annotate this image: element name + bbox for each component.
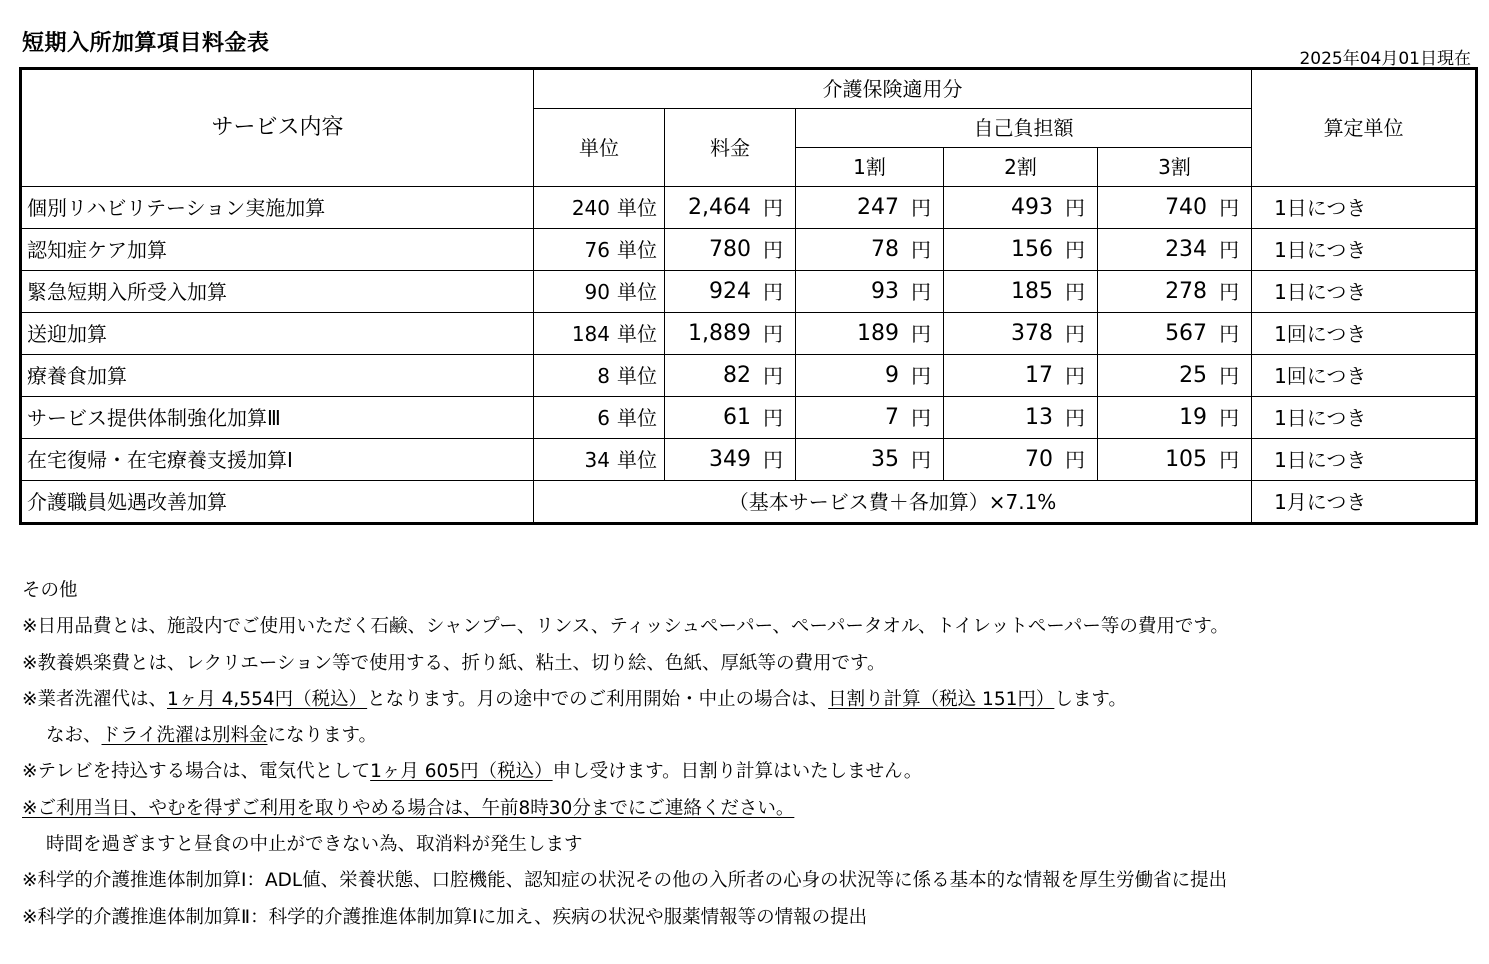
note-text: ※業者洗濯代は、 xyxy=(22,688,168,710)
note-dry-cleaning-extra: ドライ洗濯は別料金 xyxy=(101,725,268,747)
table-row xyxy=(21,271,1477,313)
row-fee xyxy=(665,397,796,439)
note-tv-price: 1ヶ月 605円（税込） xyxy=(370,761,553,783)
row-copay-2 xyxy=(944,355,1098,397)
table-body xyxy=(21,187,1477,481)
row-copay-1-value: 93 xyxy=(871,278,899,304)
row-copay-3-value: 25 xyxy=(1179,362,1208,388)
note-laundry-daily: 日割り計算（税込 151円） xyxy=(828,688,1055,710)
row-service: 療養食加算 xyxy=(21,355,534,397)
note-dry-cleaning xyxy=(22,723,1229,759)
row-units-value: 240 xyxy=(571,195,610,220)
row-basis: 1月につき xyxy=(1252,481,1477,524)
row-copay-1 xyxy=(796,313,944,355)
page-title: 短期入所加算項目料金表 xyxy=(22,31,270,56)
row-copay-3 xyxy=(1098,313,1252,355)
row-copay-1-value: 7 xyxy=(885,404,899,430)
row-fee-value: 924 xyxy=(709,278,751,304)
row-copay-3-value: 278 xyxy=(1165,278,1208,304)
note-text: 申し受けます。日割り計算はいたしません。 xyxy=(552,761,923,783)
row-copay-2 xyxy=(944,187,1098,229)
row-fee-unit: 円 xyxy=(763,405,783,430)
row-units-unit: 単位 xyxy=(617,447,657,472)
row-basis: 1回につき xyxy=(1252,355,1477,397)
row-units-unit: 単位 xyxy=(617,321,657,346)
header-copay-3: 3割 xyxy=(1098,148,1252,187)
row-units xyxy=(534,229,665,271)
row-copay-3-value: 234 xyxy=(1165,236,1208,262)
row-copay-2-unit: 円 xyxy=(1065,237,1085,262)
row-copay-2-value: 17 xyxy=(1025,362,1053,388)
notes-heading: その他 xyxy=(22,580,78,601)
row-fee-value: 1,889 xyxy=(688,320,751,346)
row-copay-3-value: 19 xyxy=(1179,404,1208,430)
note-text: ※テレビを持込する場合は、電気代として xyxy=(22,761,371,783)
row-copay-2 xyxy=(944,439,1098,481)
row-basis: 1日につき xyxy=(1252,271,1477,313)
row-copay-3-value: 740 xyxy=(1165,194,1208,220)
row-copay-3 xyxy=(1098,229,1252,271)
note-science-care-2: ※科学的介護推進体制加算Ⅱ：科学的介護推進体制加算Ⅰに加え、疾病の状況や服薬情報等の情報の提出 xyxy=(22,906,868,928)
row-units xyxy=(534,187,665,229)
row-units-value: 76 xyxy=(584,237,610,262)
row-units-unit: 単位 xyxy=(617,405,657,430)
row-copay-1-unit: 円 xyxy=(911,195,931,220)
header-basis: 算定単位 xyxy=(1252,69,1477,187)
note-recreation: ※教養娯楽費とは、レクリエーション等で使用する、折り紙、粘土、切り絵、色紙、厚紙等の費用です。 xyxy=(22,652,886,674)
row-copay-2 xyxy=(944,271,1098,313)
row-service: 在宅復帰・在宅療養支援加算Ⅰ xyxy=(21,439,534,481)
row-service: サービス提供体制強化加算Ⅲ xyxy=(21,397,534,439)
note-daily-goods: ※日用品費とは、施設内でご使用いただく石鹸、シャンプー、リンス、ティッシュペーパー、ペーパータオル、トイレットペーパー等の費用です。 xyxy=(22,616,1229,638)
row-fee-unit: 円 xyxy=(763,195,783,220)
row-basis: 1日につき xyxy=(1252,187,1477,229)
row-copay-1 xyxy=(796,439,944,481)
row-units-unit: 単位 xyxy=(617,363,657,388)
note-text: になります。 xyxy=(267,725,377,747)
row-copay-1 xyxy=(796,271,944,313)
row-copay-1-value: 247 xyxy=(857,194,899,220)
row-units xyxy=(534,313,665,355)
row-copay-3 xyxy=(1098,397,1252,439)
fee-table xyxy=(19,67,1478,525)
row-units-value: 8 xyxy=(597,363,610,388)
row-basis: 1日につき xyxy=(1252,397,1477,439)
row-units-unit: 単位 xyxy=(617,237,657,262)
row-copay-2 xyxy=(944,397,1098,439)
row-copay-3 xyxy=(1098,439,1252,481)
table-row xyxy=(21,355,1477,397)
header-copay-1: 1割 xyxy=(796,148,944,187)
table-row xyxy=(21,187,1477,229)
note-laundry-price: 1ヶ月 4,554円（税込） xyxy=(167,688,368,710)
row-copay-1-unit: 円 xyxy=(911,405,931,430)
row-copay-1-value: 78 xyxy=(871,236,899,262)
row-copay-1-unit: 円 xyxy=(911,237,931,262)
table-row xyxy=(21,229,1477,271)
row-copay-1 xyxy=(796,397,944,439)
row-copay-3-unit: 円 xyxy=(1219,279,1240,304)
row-basis: 1日につき xyxy=(1252,439,1477,481)
note-text: なお、 xyxy=(46,725,102,747)
row-copay-1-unit: 円 xyxy=(911,279,931,304)
row-fee-value: 82 xyxy=(723,362,751,388)
row-copay-3 xyxy=(1098,271,1252,313)
row-copay-3-unit: 円 xyxy=(1219,321,1240,346)
row-fee-unit: 円 xyxy=(763,279,783,304)
header-copay-group: 自己負担額 xyxy=(796,109,1252,148)
row-copay-2-value: 185 xyxy=(1011,278,1053,304)
note-cancellation: ※ご利用当日、やむを得ずご利用を取りやめる場合は、午前8時30分までにご連絡ください。 xyxy=(22,797,795,819)
row-fee-value: 2,464 xyxy=(688,194,751,220)
row-copay-2-value: 378 xyxy=(1011,320,1053,346)
row-formula: （基本サービス費＋各加算）×7.1% xyxy=(534,481,1252,524)
row-copay-1-unit: 円 xyxy=(911,363,931,388)
note-cancellation-fee: 時間を過ぎますと昼食の中止ができない為、取消料が発生します xyxy=(46,834,583,856)
row-service: 介護職員処遇改善加算 xyxy=(21,481,534,524)
note-laundry xyxy=(22,687,1229,723)
row-fee xyxy=(665,439,796,481)
as-of-date: 2025年04月01日現在 xyxy=(1299,49,1471,69)
row-copay-3 xyxy=(1098,187,1252,229)
row-units-value: 6 xyxy=(597,405,610,430)
row-fee xyxy=(665,187,796,229)
row-units-value: 34 xyxy=(584,447,610,472)
row-copay-3-value: 105 xyxy=(1165,446,1208,472)
header-insurance-group: 介護保険適用分 xyxy=(534,69,1252,109)
note-text: となります。月の途中でのご利用開始・中止の場合は、 xyxy=(367,688,829,710)
row-fee xyxy=(665,313,796,355)
row-units-value: 184 xyxy=(571,321,610,346)
row-copay-2-unit: 円 xyxy=(1065,321,1085,346)
row-fee-unit: 円 xyxy=(763,321,783,346)
row-copay-1-value: 189 xyxy=(857,320,899,346)
row-service: 個別リハビリテーション実施加算 xyxy=(21,187,534,229)
row-units-value: 90 xyxy=(584,279,610,304)
row-copay-1-value: 35 xyxy=(871,446,899,472)
header-units: 単位 xyxy=(534,109,665,187)
row-basis: 1回につき xyxy=(1252,313,1477,355)
table-row xyxy=(21,313,1477,355)
row-copay-3 xyxy=(1098,355,1252,397)
row-copay-1-unit: 円 xyxy=(911,447,931,472)
row-copay-2-unit: 円 xyxy=(1065,279,1085,304)
row-copay-2-unit: 円 xyxy=(1065,447,1085,472)
header-service: サービス内容 xyxy=(21,69,534,187)
row-copay-1 xyxy=(796,187,944,229)
row-units xyxy=(534,397,665,439)
notes-section xyxy=(22,578,1229,941)
row-copay-2-value: 70 xyxy=(1025,446,1053,472)
row-service: 送迎加算 xyxy=(21,313,534,355)
row-copay-2-unit: 円 xyxy=(1065,405,1085,430)
row-copay-2-value: 156 xyxy=(1011,236,1053,262)
row-units xyxy=(534,355,665,397)
row-units xyxy=(534,271,665,313)
row-copay-2 xyxy=(944,229,1098,271)
note-science-care-1: ※科学的介護推進体制加算Ⅰ：ADL値、栄養状態、口腔機能、認知症の状況その他の入所者の心身の状況等に係る基本的な情報を厚生労働省に提出 xyxy=(22,870,1228,892)
row-copay-1-unit: 円 xyxy=(911,321,931,346)
row-copay-3-unit: 円 xyxy=(1219,363,1240,388)
row-copay-2-unit: 円 xyxy=(1065,195,1085,220)
row-copay-2-value: 13 xyxy=(1025,404,1053,430)
row-copay-1-value: 9 xyxy=(885,362,899,388)
header-copay-2: 2割 xyxy=(944,148,1098,187)
row-service: 緊急短期入所受入加算 xyxy=(21,271,534,313)
row-copay-3-unit: 円 xyxy=(1219,405,1240,430)
row-fee xyxy=(665,229,796,271)
row-copay-1 xyxy=(796,355,944,397)
row-units-unit: 単位 xyxy=(617,279,657,304)
row-copay-2-unit: 円 xyxy=(1065,363,1085,388)
row-copay-2 xyxy=(944,313,1098,355)
row-units-unit: 単位 xyxy=(617,195,657,220)
note-text: します。 xyxy=(1054,688,1127,710)
row-copay-1 xyxy=(796,229,944,271)
row-basis: 1日につき xyxy=(1252,229,1477,271)
table-row xyxy=(21,439,1477,481)
row-copay-3-unit: 円 xyxy=(1219,237,1240,262)
row-fee-unit: 円 xyxy=(763,237,783,262)
row-copay-3-unit: 円 xyxy=(1219,195,1240,220)
table-row-last xyxy=(21,481,1477,524)
row-fee-unit: 円 xyxy=(763,447,783,472)
table-row xyxy=(21,397,1477,439)
row-copay-2-value: 493 xyxy=(1011,194,1053,220)
row-fee xyxy=(665,271,796,313)
row-units xyxy=(534,439,665,481)
row-fee-value: 349 xyxy=(709,446,751,472)
row-fee-value: 61 xyxy=(723,404,751,430)
note-tv xyxy=(22,759,1229,795)
row-fee-value: 780 xyxy=(709,236,751,262)
row-copay-3-value: 567 xyxy=(1165,320,1208,346)
row-fee-unit: 円 xyxy=(763,363,783,388)
row-service: 認知症ケア加算 xyxy=(21,229,534,271)
header-fee: 料金 xyxy=(665,109,796,187)
row-fee xyxy=(665,355,796,397)
row-copay-3-unit: 円 xyxy=(1219,447,1240,472)
